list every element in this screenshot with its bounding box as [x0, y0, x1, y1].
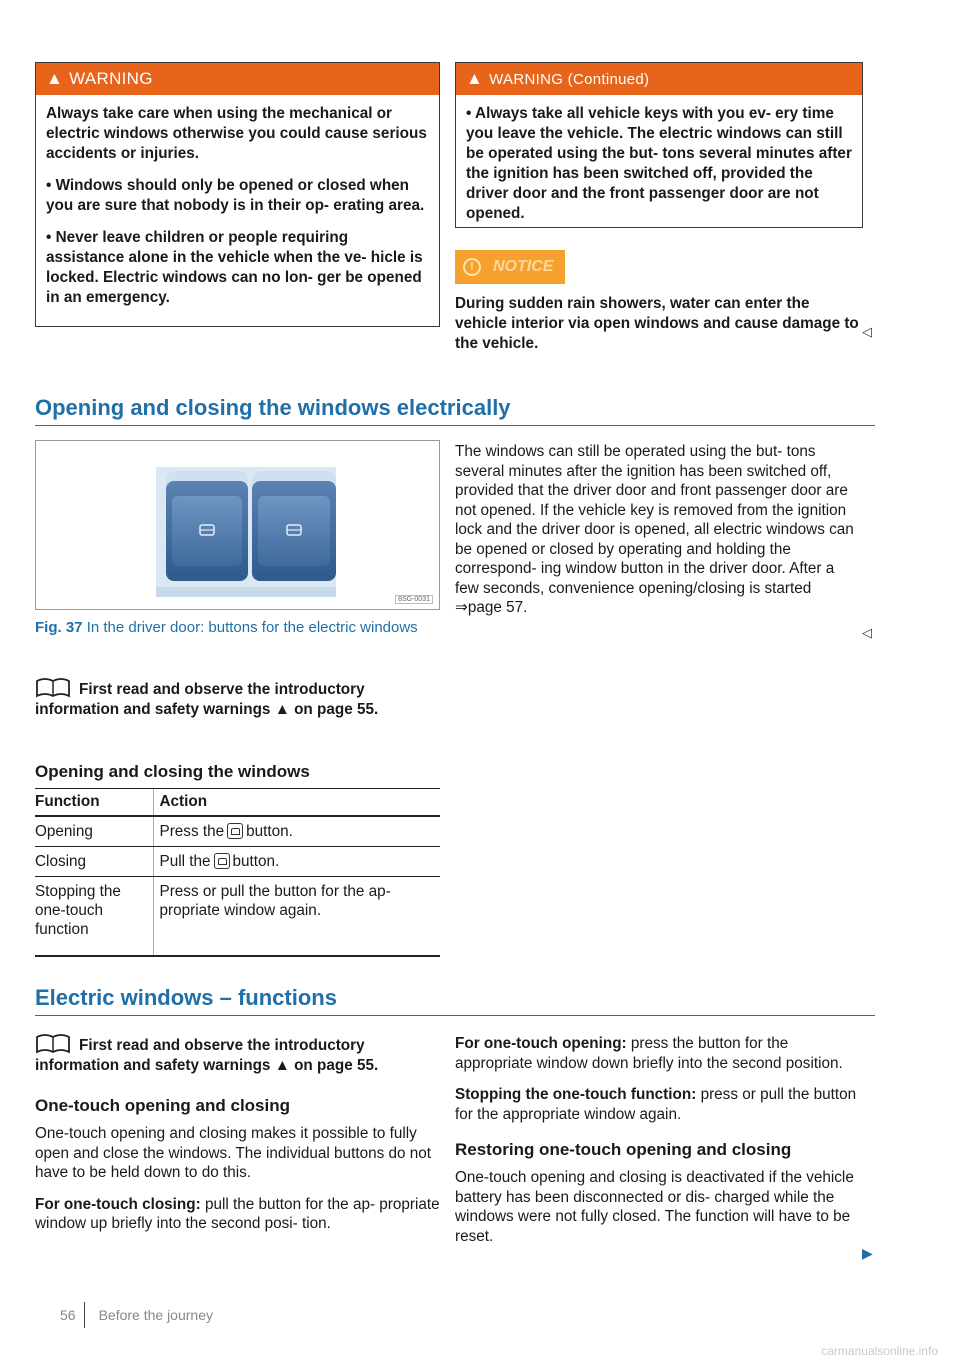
inline-text: pull the button for the ap- propriate window up briefly into the second posi- tion. [35, 1195, 440, 1232]
book-icon [35, 676, 71, 698]
warning-title: WARNING (Continued) [489, 71, 650, 88]
table-row [35, 847, 440, 877]
body-paragraph: One-touch opening and closing makes it possible to fully open and close the windows. The individual buttons do not have to be held down to do this. [35, 1125, 432, 1181]
subheading: One-touch opening and closing [35, 1096, 290, 1115]
warning-header [456, 63, 862, 95]
warning-triangle-icon: ▲ [46, 69, 64, 88]
intro-page-ref[interactable]: on page 55. [294, 701, 379, 718]
figure-caption-text: In the driver door: buttons for the electric windows [86, 619, 418, 636]
body-paragraph [35, 1195, 440, 1234]
table-cell-text: button. [232, 853, 280, 870]
function-table [35, 788, 440, 957]
body-paragraph [455, 1034, 860, 1073]
notice-info-icon: ! [463, 258, 481, 276]
intro-note [35, 676, 440, 720]
window-button-icon [227, 823, 243, 839]
warning-box [35, 62, 440, 327]
window-buttons-illustration [36, 441, 439, 609]
inline-label: For one-touch opening: [455, 1035, 627, 1052]
inline-text: press or pull the button for the appropriate window again. [455, 1086, 857, 1123]
continued-arrow-icon: ▶ [862, 1245, 873, 1261]
section-end-icon: ◁ [862, 625, 872, 640]
table-cell [153, 847, 440, 877]
page-number: 56 [60, 1307, 76, 1323]
inline-text: press the button for the appropriate window down briefly into the second position. [455, 1035, 843, 1072]
figure-caption [35, 618, 440, 637]
table-cell [153, 816, 440, 847]
footer-section: Before the journey [98, 1307, 213, 1323]
warning-continued-box [455, 62, 863, 228]
table-header-row [35, 789, 440, 817]
figure [35, 440, 440, 637]
section-end-icon: ◁ [862, 324, 872, 339]
table-cell: Press or pull the button for the ap- propriate window again. [153, 877, 440, 957]
subheading: Opening and closing the windows [35, 762, 310, 781]
book-icon [35, 1032, 71, 1054]
section2-left [35, 1032, 440, 1234]
body-paragraph: The windows can still be operated using the but- tons several minutes after the ignition has been switched off, provided that the driver door and front passenger door are not opened. If the vehicle key is removed from the ignition lock and the driver door is opened, all electric windows can be opened or closed by operating and holding the correspond- ing window button in the driver door. After a few seconds, convenience opening/closing is started ⇒page 57. [455, 443, 854, 616]
warning-bullet: • Windows should only be opened or closed when you are sure that nobody is in their op- erating area. [46, 177, 425, 214]
intro-note [35, 1032, 440, 1076]
table-header: Function [35, 789, 153, 817]
table-cell-text: button. [246, 823, 293, 840]
notice-block [455, 250, 860, 354]
figure-label: Fig. 37 [35, 619, 83, 636]
figure-code: 8SG-0031 [395, 595, 433, 604]
table-row [35, 816, 440, 847]
watermark: carmanualsonline.info [821, 1344, 938, 1358]
table-cell: Stopping the one-touch function [35, 877, 153, 957]
intro-page-ref[interactable]: on page 55. [294, 1057, 379, 1074]
inline-label: Stopping the one-touch function: [455, 1086, 697, 1103]
body-paragraph: One-touch opening and closing is deactivated if the vehicle battery has been disconnected or dis- charged while the windows were not fully closed. The function will have to be reset. [455, 1169, 854, 1245]
intro-text: First read and observe the introductory information and safety warnings [35, 681, 365, 718]
table-cell: Closing [35, 847, 153, 877]
warning-triangle-icon: ▲ [466, 69, 484, 88]
notice-header [455, 250, 565, 284]
table-cell-text: Pull the [159, 853, 211, 870]
table-cell: Opening [35, 816, 153, 847]
warning-title: WARNING [69, 69, 153, 88]
section-title: Electric windows – functions [35, 985, 875, 1016]
warning-triangle-icon: ▲ [274, 701, 290, 718]
intro-text: First read and observe the introductory information and safety warnings [35, 1037, 365, 1074]
table-row [35, 877, 440, 957]
notice-label: NOTICE [493, 258, 554, 275]
footer-divider [84, 1302, 85, 1328]
table-header: Action [153, 789, 440, 817]
section2-right [455, 1034, 860, 1246]
notice-text: During sudden rain showers, water can enter the vehicle interior via open windows and cause damage to the vehicle. [455, 295, 859, 352]
section-title: Opening and closing the windows electrically [35, 395, 875, 426]
warning-header [36, 63, 439, 95]
figure-image [35, 440, 440, 610]
warning-paragraph: Always take care when using the mechanical or electric windows otherwise you could cause serious accidents or injuries. [46, 105, 427, 162]
warning-bullet: • Never leave children or people requiring assistance alone in the vehicle when the ve- hicle is locked. Electric windows can no lon- ger be opened in an emergency. [46, 229, 423, 306]
warning-triangle-icon: ▲ [274, 1057, 290, 1074]
inline-label: For one-touch closing: [35, 1195, 201, 1213]
warning-bullet: • Always take all vehicle keys with you ev- ery time you leave the vehicle. The electric windows can still be operated using the but- tons several minutes after the ignition has been switched off, provided the driver door and the front passenger door are not opened. [466, 105, 852, 222]
body-paragraph [455, 1085, 860, 1124]
subheading: Restoring one-touch opening and closing [455, 1140, 792, 1159]
table-cell-text: Press the [159, 823, 225, 840]
page-footer [60, 1302, 213, 1328]
window-button-icon [214, 853, 230, 869]
